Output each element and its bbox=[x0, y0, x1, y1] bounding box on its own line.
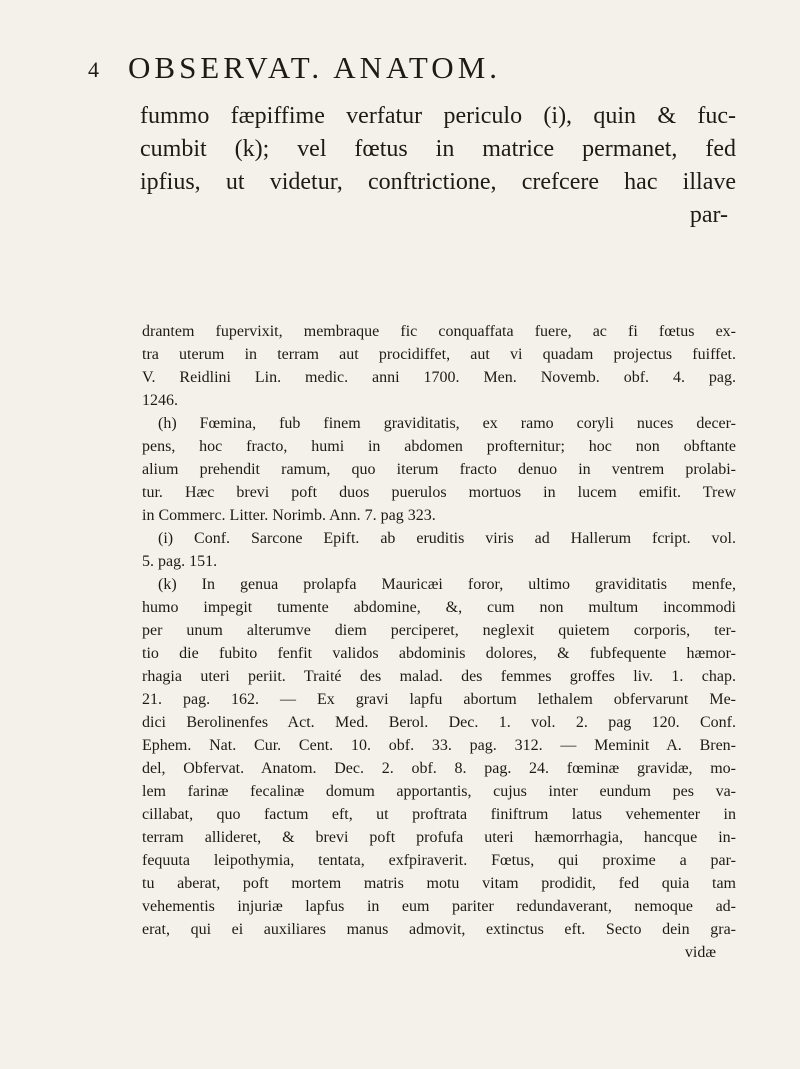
footnote-line: 1246. bbox=[142, 392, 178, 409]
footnote-line: tra uterum in terram aut procidiffet, aut vi quadam projectus fuiffet. bbox=[142, 346, 736, 363]
footnote-line: vehementis injuriæ lapfus in eum pariter redundaverant, nemoque ad- bbox=[142, 898, 736, 915]
footnote-catchword: vidæ bbox=[684, 944, 716, 961]
footnote-line: tu aberat, poft mortem matris motu vitam prodidit, fed quia tam bbox=[142, 875, 736, 892]
main-text-line: cumbit (k); vel fœtus in matrice permanet, fed bbox=[140, 136, 736, 162]
footnote-i-line: (i) Conf. Sarcone Epift. ab eruditis viris ad Hallerum fcript. vol. bbox=[158, 530, 736, 547]
footnote-line: tio die fubito fenfit validos abdominis dolores, & fubfequente hæmor- bbox=[142, 645, 736, 662]
page-number: 4 bbox=[88, 57, 99, 82]
main-text-line: ipfius, ut videtur, conftrictione, crefcere hac illave bbox=[140, 169, 736, 195]
footnote-line: lem farinæ fecalinæ domum apportantis, cujus inter eundum pes va- bbox=[142, 783, 736, 800]
running-title: OBSERVAT. ANATOM. bbox=[128, 50, 502, 85]
footnote-line: erat, qui ei auxiliares manus admovit, extinctus eft. Secto dein gra- bbox=[142, 921, 736, 938]
footnote-line: 5. pag. 151. bbox=[142, 553, 218, 570]
footnote-h-line: (h) Fœmina, fub finem graviditatis, ex ramo coryli nuces decer- bbox=[158, 415, 736, 432]
footnotes-block bbox=[142, 320, 736, 964]
main-text-block bbox=[140, 100, 736, 232]
footnote-line: per unum alterumve diem perciperet, neglexit quietem corporis, ter- bbox=[142, 622, 736, 639]
footnote-line: V. Reidlini Lin. medic. anni 1700. Men. Novemb. obf. 4. pag. bbox=[142, 369, 736, 386]
main-text-line: fummo fæpiffime verfatur periculo (i), quin & fuc- bbox=[140, 103, 736, 129]
footnote-line: terram allideret, & brevi poft profufa uteri hæmorrhagia, hancque in- bbox=[142, 829, 736, 846]
footnote-line: tur. Hæc brevi poft duos puerulos mortuos in lucem emifit. Trew bbox=[142, 484, 736, 501]
footnote-line: cillabat, quo factum eft, ut proftrata finiftrum latus vehementer in bbox=[142, 806, 736, 823]
footnote-line: dici Berolinenfes Act. Med. Berol. Dec. 1. vol. 2. pag 120. Conf. bbox=[142, 714, 736, 731]
footnote-k-line: (k) In genua prolapfa Mauricæi foror, ultimo graviditatis menfe, bbox=[158, 576, 736, 593]
footnote-line: del, Obfervat. Anatom. Dec. 2. obf. 8. pag. 24. fœminæ gravidæ, mo- bbox=[142, 760, 736, 777]
footnote-line: rhagia uteri periit. Traité des malad. des femmes groffes liv. 1. chap. bbox=[142, 668, 736, 685]
footnote-line: Ephem. Nat. Cur. Cent. 10. obf. 33. pag. 312. — Meminit A. Bren- bbox=[142, 737, 736, 754]
footnote-line: pens, hoc fracto, humi in abdomen profternitur; hoc non obftante bbox=[142, 438, 736, 455]
footnote-line: humo impegit tumente abdomine, &, cum non multum incommodi bbox=[142, 599, 736, 616]
page-header bbox=[88, 50, 748, 90]
footnote-line: fequuta leipothymia, tentata, exfpiraverit. Fœtus, qui proxime a par- bbox=[142, 852, 736, 869]
footnote-line: 21. pag. 162. — Ex gravi lapfu abortum lethalem obfervarunt Me- bbox=[142, 691, 736, 708]
footnote-line: alium prehendit ramum, quo iterum fracto denuo in ventrem prolabi- bbox=[142, 461, 736, 478]
catchword: par- bbox=[689, 202, 728, 228]
footnote-line: drantem fupervixit, membraque fic conquaffata fuere, ac fi fœtus ex- bbox=[142, 323, 736, 340]
footnote-line: in Commerc. Litter. Norimb. Ann. 7. pag 323. bbox=[142, 507, 436, 524]
